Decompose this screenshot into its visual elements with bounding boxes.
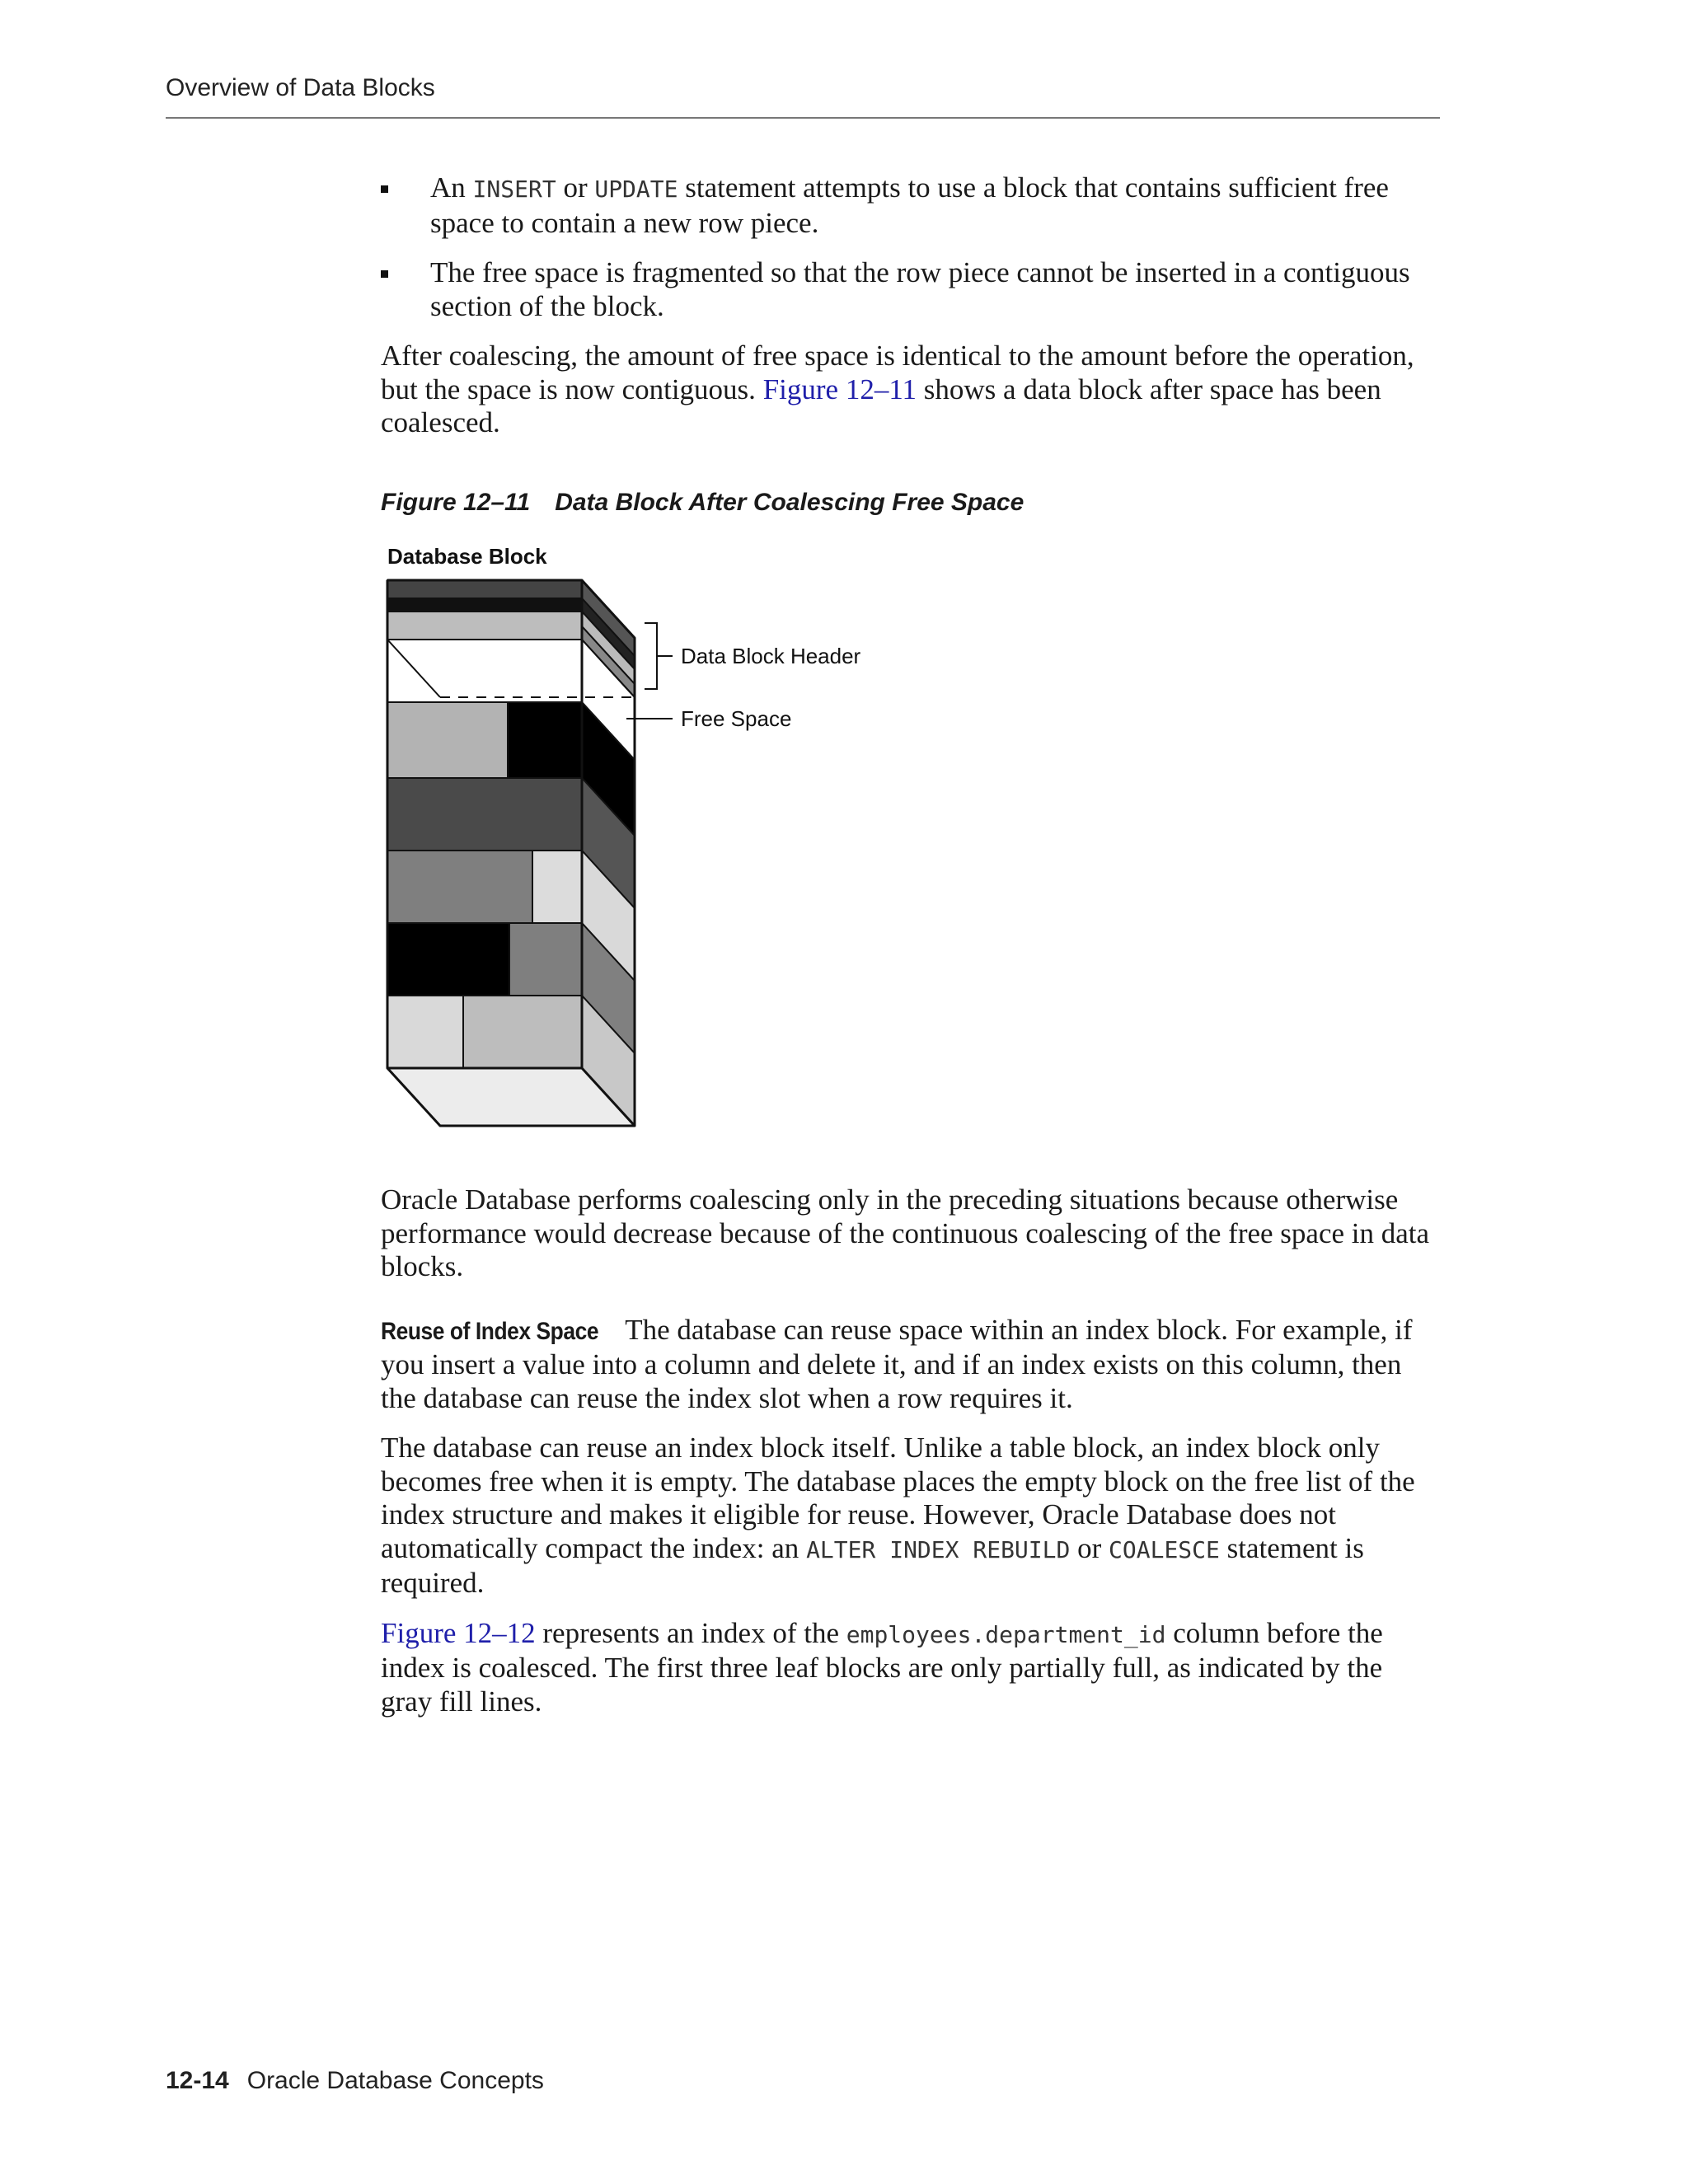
label-free-space: Free Space (681, 706, 792, 731)
data-block-diagram (381, 524, 958, 1183)
code-alter-index: ALTER INDEX REBUILD (806, 1535, 1071, 1563)
running-header (166, 74, 1440, 119)
code-insert: INSERT (472, 176, 556, 203)
figure-12-12-link[interactable]: Figure 12–12 (381, 1616, 536, 1649)
paragraph-reuse-index-space: Reuse of Index Space The database can reuse space within an index block. For example, if you insert a value into a column and delete it, and if an index exists on this column, then the database can reuse the index slot when a row requires it. (381, 1313, 1413, 1414)
bullet-square-icon (381, 185, 388, 193)
page-number: 12-14 (166, 2067, 229, 2094)
main-content (381, 171, 1441, 1735)
figure-caption (381, 486, 1441, 520)
paragraph-index-block: The database can reuse an index block itself. Unlike a table block, an index block only becomes free when it is empty. The database places the empty block on the free list of the index structure and makes it eligible for reuse. However, Oracle Database does not automatically compact the index: an ALTER INDEX REBUILD or COALESCE statement is required. (381, 1432, 1415, 1599)
code-employees-department-id: employees.department_id (846, 1620, 1166, 1648)
list-item: The free space is fragmented so that the row piece cannot be inserted in a contiguous section of the block. (381, 256, 1441, 323)
paragraph-after-coalescing: After coalescing, the amount of free space is identical to the amount before the operation, but the space is now contiguous. Figure 12–11 shows a data block after space has been coalesced. (381, 340, 1414, 438)
figure-data-block (381, 524, 958, 1183)
bullet-square-icon (381, 270, 388, 278)
book-title: Oracle Database Concepts (246, 2067, 544, 2094)
paragraph-figure-12-12: Figure 12–12 represents an index of the employees.department_id column before the index is coalesced. The first three leaf blocks are only partially full, as indicated by the gray fill lines. (381, 1616, 1383, 1718)
header-title: Overview of Data Blocks (166, 74, 435, 101)
list-item: An INSERT or UPDATE statement attempts to use a block that contains sufficient free space to contain a new row piece. (381, 171, 1441, 240)
page-footer (166, 2067, 544, 2095)
runin-heading-reuse: Reuse of Index Space (381, 1317, 599, 1345)
bullet-list (381, 171, 1441, 323)
code-update: UPDATE (594, 176, 678, 203)
figure-12-11-link[interactable]: Figure 12–11 (762, 373, 917, 405)
label-data-block-header: Data Block Header (681, 644, 861, 668)
database-block-label: Database Block (387, 544, 547, 569)
figure-number: Figure 12–11 (381, 488, 531, 516)
paragraph-performance: Oracle Database performs coalescing only in the preceding situations because otherwise performance would decrease because of the continuous coalescing of the free space in data blocks. (381, 1183, 1430, 1282)
figure-title: Data Block After Coalescing Free Space (555, 488, 1025, 516)
code-coalesce: COALESCE (1109, 1535, 1220, 1563)
